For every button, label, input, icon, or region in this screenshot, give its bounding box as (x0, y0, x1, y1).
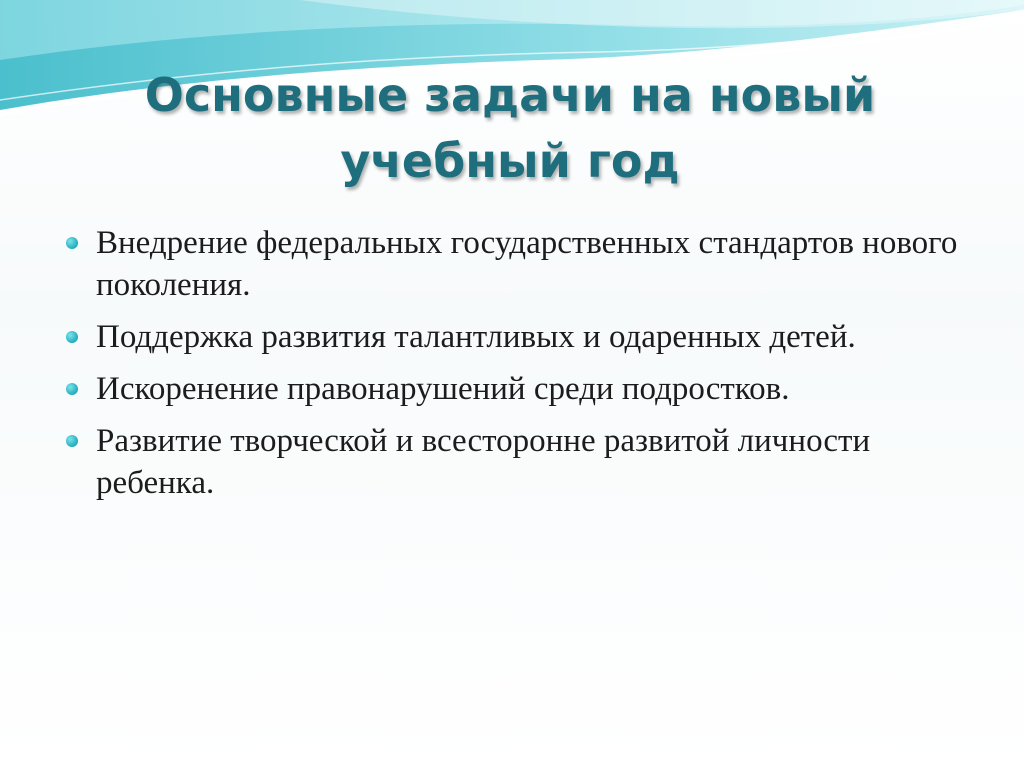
bullet-list (62, 222, 962, 514)
bullet-item (62, 420, 962, 504)
teal-dot-icon (66, 435, 78, 447)
bullet-text: Поддержка развития талантливых и одаренных детей. (96, 319, 856, 355)
bullet-text: Искоренение правонарушений среди подростков. (96, 371, 790, 407)
slide-title-line-1: Основные задачи на новый (144, 68, 876, 122)
bullet-text: Внедрение федеральных государственных стандартов нового поколения. (96, 225, 958, 303)
bullet-item (62, 222, 962, 306)
bullet-text: Развитие творческой и всесторонне развитой личности ребенка. (96, 423, 871, 501)
teal-dot-icon (66, 237, 78, 249)
bullet-item (62, 368, 962, 410)
teal-dot-icon (66, 331, 78, 343)
teal-dot-icon (66, 383, 78, 395)
slide-title-line-2: учебный год (340, 134, 680, 188)
bullet-item (62, 316, 962, 358)
slide-title (60, 62, 960, 194)
